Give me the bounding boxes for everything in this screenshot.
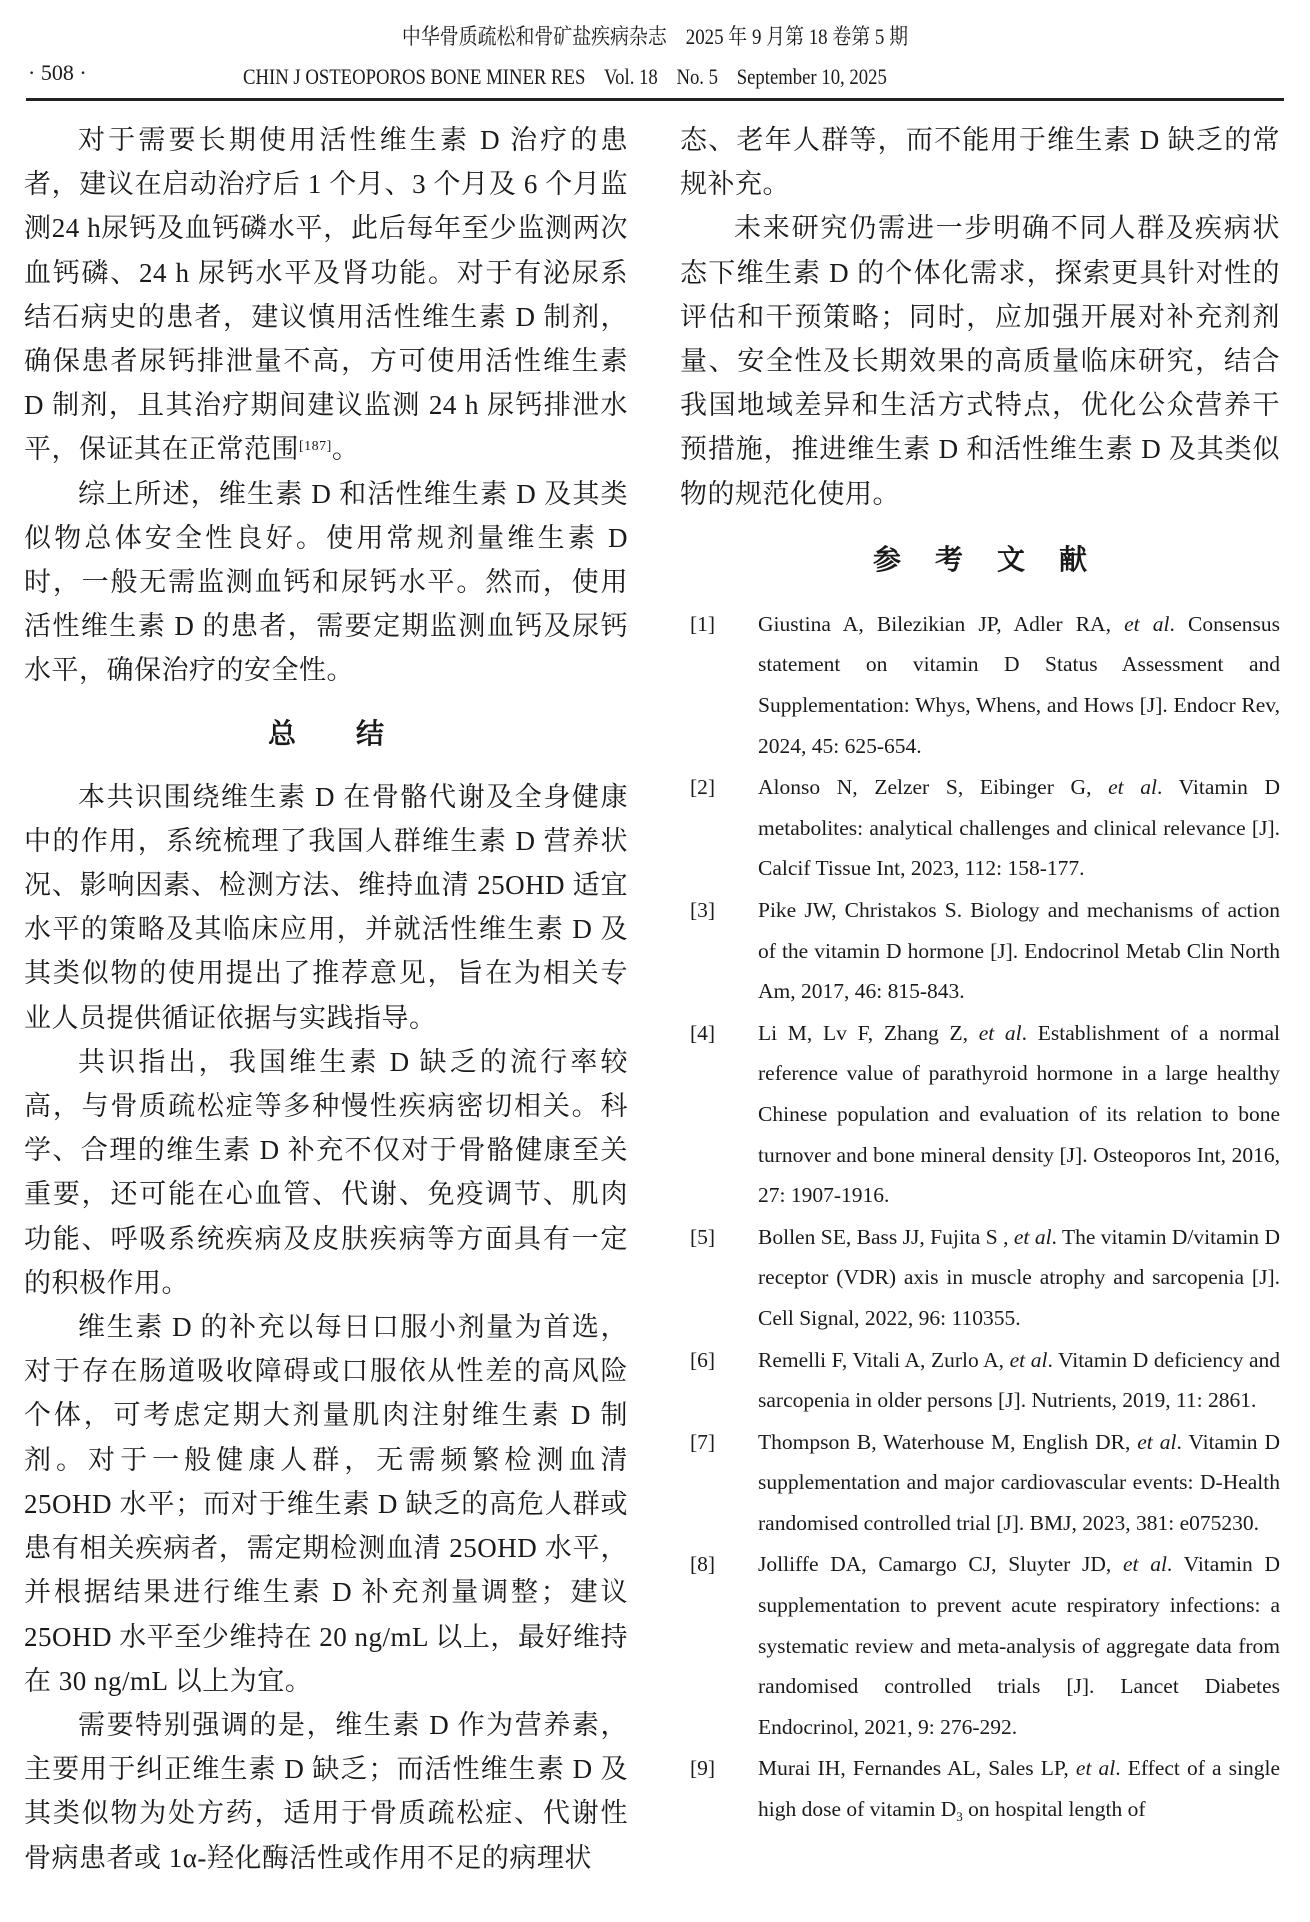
section-heading-summary: 总结: [267, 716, 444, 750]
reference-text: Li M, Lv F, Zhang Z, et al. Establishment of a normal reference value of parathyroid hormone in a large healthy Chinese population and evaluation of its relation to bone turnover and bone mineral density [J]. Osteoporos Int, 2016, 27: 1907-1916.: [758, 1020, 1280, 1208]
reference-item: [680, 767, 1280, 889]
reference-list: [680, 604, 1280, 1833]
right-column: [680, 118, 1280, 1834]
left-column: [24, 118, 628, 1880]
reference-text: Jolliffe DA, Camargo CJ, Sluyter JD, et al. Vitamin D supplementation to prevent acute respiratory infections: a systematic review and meta-analysis of aggregate data from randomised controlled trials [J]. Lancet Diabetes Endocrinol, 2021, 9: 276-292.: [758, 1552, 1280, 1739]
paragraph-text: 对于需要长期使用活性维生素 D 治疗的患者，建议在启动治疗后 1 个月、3 个月及 6 个月监测24 h尿钙及血钙磷水平，此后每年至少监测两次血钙磷、24 h 尿钙水平及肾功能。对于有泌尿系结石病史的患者，建议慎用活性维生素 D 制剂，确保患者尿钙排泄量不高，方可使用活性维生素 D 制剂，且其治疗期间建议监测 24 h 尿钙排泄水平，保证其在正常范围: [24, 125, 628, 465]
reference-item: [680, 1422, 1280, 1544]
paragraph-end: 。: [331, 434, 360, 465]
reference-number: [1]: [690, 611, 716, 636]
header-rule: [26, 98, 1284, 101]
paragraph: 未来研究仍需进一步明确不同人群及疾病状态下维生素 D 的个体化需求，探索更具针对性的评估和干预策略；同时，应加强开展对补充剂剂量、安全性及长期效果的高质量临床研究，结合我国地域差异和生活方式特点，优化公众营养干预措施，推进维生素 D 和活性维生素 D 及其类似物的规范化使用。: [680, 213, 1280, 509]
reference-text: Alonso N, Zelzer S, Eibinger G, et al. Vitamin D metabolites: analytical challenges and clinical relevance [J]. Calcif Tissue Int, 2023, 112: 158-177.: [758, 775, 1281, 881]
reference-number: [2]: [690, 775, 716, 800]
reference-text: Giustina A, Bilezikian JP, Adler RA, et al. Consensus statement on vitamin D Status Assessment and Supplementation: Whys, Whens, and Hows [J]. Endocr Rev, 2024, 45: 625-654.: [758, 611, 1280, 758]
reference-text: Remelli F, Vitali A, Zurlo A, et al. Vitamin D deficiency and sarcopenia in older persons [J]. Nutrients, 2019, 11: 2861.: [758, 1347, 1280, 1413]
reference-number: [6]: [690, 1347, 716, 1372]
reference-number: [4]: [690, 1020, 716, 1045]
reference-text: Murai IH, Fernandes AL, Sales LP, et al. Effect of a single high dose of vitamin $D_3$ on hospital length of: [758, 1756, 1281, 1825]
reference-item: [680, 890, 1280, 1012]
reference-text: Bollen SE, Bass JJ, Fujita S , et al. The vitamin D/vitamin D receptor (VDR) axis in muscle atrophy and sarcopenia [J]. Cell Signal, 2022, 96: 110355.: [758, 1224, 1280, 1330]
page-number: · 508 ·: [28, 60, 87, 85]
paragraph: 维生素 D 的补充以每日口服小剂量为首选，对于存在肠道吸收障碍或口服依从性差的高风险个体，可考虑定期大剂量肌肉注射维生素 D 制剂。对于一般健康人群，无需频繁检测血清 25OHD 水平；而对于维生素 D 缺乏的高危人群或患有相关疾病者，需定期检测血清 25OHD 水平，并根据结果进行维生素 D 补充剂量调整；建议 25OHD 水平至少维持在 20 ng/mL 以上，最好维持在 30 ng/mL 以上为宜。: [24, 1312, 628, 1696]
paragraph: 共识指出，我国维生素 D 缺乏的流行率较高，与骨质疏松症等多种慢性疾病密切相关。科学、合理的维生素 D 补充不仅对于骨骼健康至关重要，还可能在心血管、代谢、免疫调节、肌肉功能、呼吸系统疾病及皮肤疾病等方面具有一定的积极作用。: [24, 1046, 628, 1298]
paragraph: 综上所述，维生素 D 和活性维生素 D 及其类似物总体安全性良好。使用常规剂量维生素 D 时，一般无需监测血钙和尿钙水平。然而，使用活性维生素 D 的患者，需要定期监测血钙及尿钙水平，确保治疗的安全性。: [24, 478, 628, 686]
reference-number: [3]: [690, 897, 716, 922]
paragraph: 本共识围绕维生素 D 在骨骼代谢及全身健康中的作用，系统梳理了我国人群维生素 D 营养状况、影响因素、检测方法、维持血清 25OHD 适宜水平的策略及其临床应用，并就活性维生素 D 及其类似物的使用提出了推荐意见，旨在为相关专业人员提供循证依据与实践指导。: [24, 781, 628, 1033]
reference-number: [9]: [690, 1756, 716, 1781]
reference-text: Thompson B, Waterhouse M, English DR, et al. Vitamin D supplementation and major cardiovascular events: D-Health randomised controlled trial [J]. BMJ, 2023, 381: e075230.: [758, 1429, 1280, 1535]
reference-item: [680, 1013, 1280, 1216]
reference-number: [5]: [690, 1224, 716, 1249]
reference-text: Pike JW, Christakos S. Biology and mechanisms of action of the vitamin D hormone [J]. Endocrinol Metab Clin North Am, 2017, 46: 815-843.: [758, 897, 1280, 1004]
journal-title-cn: 中华骨质疏松和骨矿盐疾病杂志 2025 年 9 月第 18 卷第 5 期: [401, 24, 909, 49]
section-heading-references: 参考文献: [872, 542, 1121, 576]
paragraph: [24, 118, 628, 472]
reference-item: [680, 1340, 1280, 1421]
reference-number: [7]: [690, 1429, 716, 1454]
reference-item: [680, 1748, 1280, 1832]
reference-number: [8]: [690, 1552, 716, 1577]
reference-item: [680, 1217, 1280, 1339]
paragraph: 需要特别强调的是，维生素 D 作为营养素，主要用于纠正维生素 D 缺乏；而活性维生素 D 及其类似物为处方药，适用于骨质疏松症、代谢性骨病患者或 1α-羟化酶活性或作用不足的病理状: [24, 1709, 628, 1873]
reference-item: [680, 604, 1280, 766]
reference-item: [680, 1544, 1280, 1747]
citation[interactable]: [187]: [299, 439, 332, 455]
journal-title-en: CHIN J OSTEOPOROS BONE MINER RES Vol. 18 No. 5 September 10, 2025: [243, 64, 887, 89]
paragraph: 态、老年人群等，而不能用于维生素 D 缺乏的常规补充。: [680, 125, 1280, 200]
running-header: [26, 60, 1284, 90]
